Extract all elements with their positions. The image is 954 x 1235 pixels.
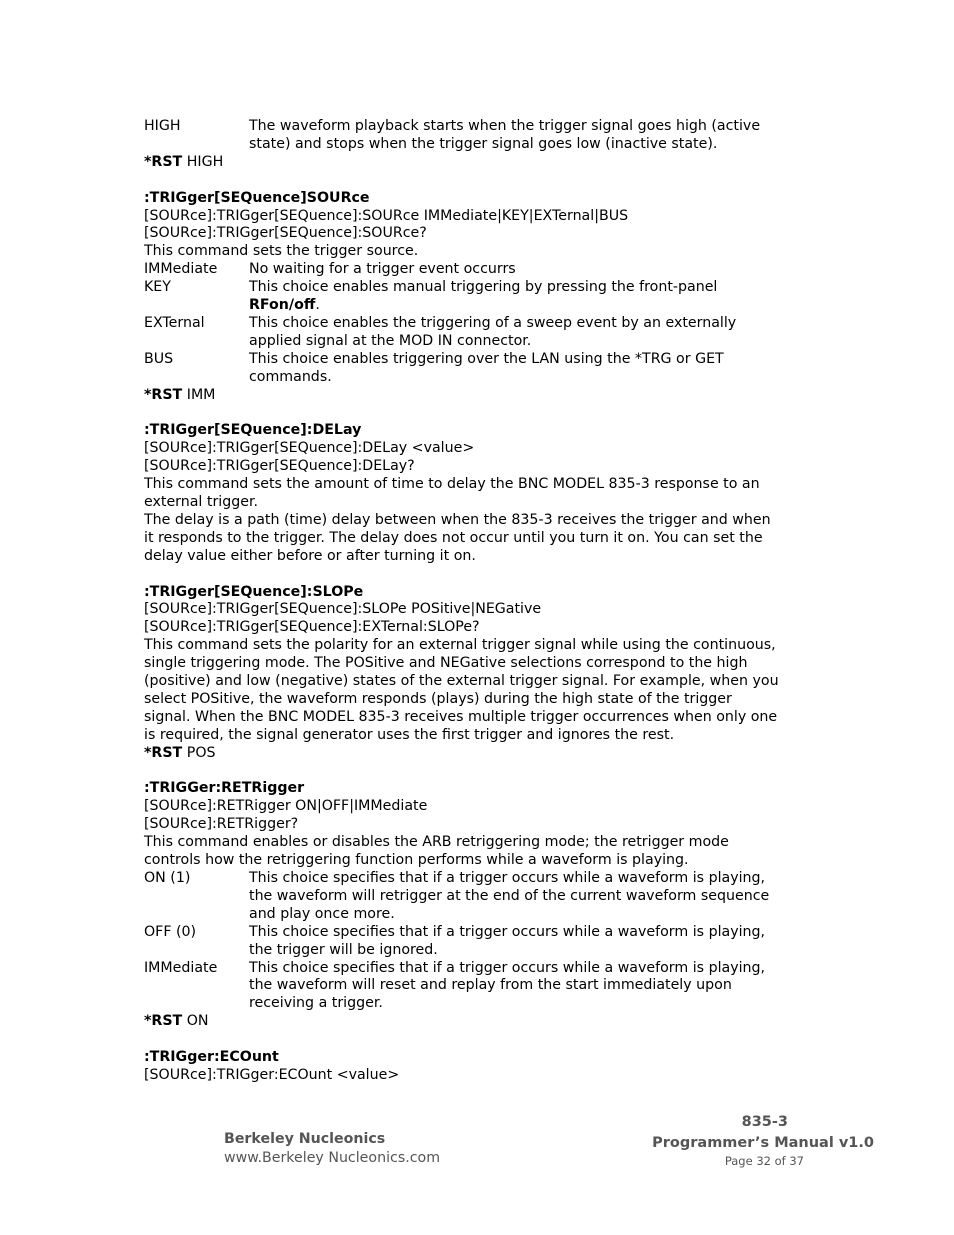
footer-manual-title: Programmer’s Manual v1.0 (652, 1135, 874, 1151)
reset-value (144, 387, 814, 405)
footer-website: www.Berkeley Nucleonics.com (224, 1150, 441, 1166)
parameter-definition (144, 261, 814, 279)
blank-line (144, 1031, 814, 1049)
body-text-line: This command enables or disables the ARB retriggering mode; the retrigger mode (144, 834, 729, 851)
parameter-description (249, 870, 814, 924)
reset-value (144, 1013, 814, 1031)
body-text-line: [SOURce]:TRIGger[SEQuence]:SOURce IMMediate|KEY|EXTernal|BUS (144, 207, 629, 224)
parameter-definition (144, 870, 814, 924)
footer-left (224, 1130, 440, 1168)
body-text-line: [SOURce]:TRIGger[SEQuence]:SOURce? (144, 225, 427, 242)
reset-label: *RST (144, 386, 183, 403)
parameter-term: IMMediate (144, 261, 218, 278)
footer-page-number: Page 32 of 37 (724, 1154, 804, 1168)
parameter-term: EXTernal (144, 314, 205, 331)
body-text-line: [SOURce]:TRIGger[SEQuence]:DELay? (144, 458, 415, 475)
body-text-line: delay value either before or after turning it on. (144, 547, 476, 564)
reset-value (144, 745, 814, 763)
body-text-line: single triggering mode. The POSitive and NEGative selections correspond to the high (144, 655, 748, 672)
description-line: the trigger will be ignored. (249, 941, 438, 958)
command-heading: :TRIGger[SEQuence]:SLOPe (144, 583, 364, 600)
blank-line (144, 566, 814, 584)
command-heading: :TRIGger:ECOunt (144, 1049, 279, 1066)
body-text-line: [SOURce]:TRIGger[SEQuence]:EXTernal:SLOPe? (144, 619, 480, 636)
reset-label: *RST (144, 744, 183, 761)
description-line: No waiting for a trigger event occurrs (249, 261, 516, 278)
body-text-line: [SOURce]:TRIGger[SEQuence]:SLOPe POSitive|NEGative (144, 601, 542, 618)
body-text-line: This command sets the amount of time to delay the BNC MODEL 835-3 response to an (144, 476, 760, 493)
parameter-description (249, 960, 814, 1014)
description-line: This choice specifies that if a trigger occurs while a waveform is playing, (249, 870, 766, 886)
front-panel-key-label: RFon/off (249, 297, 316, 314)
reset-default: HIGH (182, 153, 224, 170)
reset-default: ON (182, 1013, 209, 1030)
parameter-description (249, 315, 814, 351)
parameter-definition (144, 315, 814, 351)
description-line: applied signal at the MOD IN connector. (249, 332, 532, 349)
footer-model: 835-3 (741, 1114, 788, 1130)
description-line: the waveform will retrigger at the end of the current waveform sequence (249, 887, 770, 904)
description-line: This choice specifies that if a trigger occurs while a waveform is playing, (249, 923, 766, 940)
description-line: state) and stops when the trigger signal goes low (inactive state). (249, 135, 718, 152)
reset-value (144, 154, 814, 172)
description-line: the waveform will reset and replay from the start immediately upon (249, 977, 732, 994)
body-text-line: external trigger. (144, 494, 259, 510)
parameter-description (249, 261, 814, 279)
reset-default: IMM (182, 386, 216, 403)
command-heading: :TRIGger[SEQuence]:DELay (144, 422, 362, 439)
description-line: commands. (249, 368, 332, 385)
parameter-description (249, 118, 814, 154)
command-heading: :TRIGger[SEQuence]SOURce (144, 189, 370, 206)
description-line: receiving a trigger. (249, 995, 383, 1012)
parameter-description (249, 279, 814, 315)
parameter-definition (144, 960, 814, 1014)
reset-default: POS (182, 744, 216, 761)
parameter-term: IMMediate (144, 959, 218, 976)
body-text-line: (positive) and low (negative) states of the external trigger signal. For example, when you (144, 673, 779, 690)
description-line: This choice specifies that if a trigger occurs while a waveform is playing, (249, 959, 766, 976)
description-line: This choice enables manual triggering by pressing the front-panel (249, 279, 718, 296)
blank-line (144, 172, 814, 190)
punctuation: . (315, 297, 320, 314)
parameter-term: BUS (144, 350, 174, 367)
parameter-definition (144, 118, 814, 154)
body-text-line: [SOURce]:RETRigger ON|OFF|IMMediate (144, 798, 428, 815)
body-text-line: select POSitive, the waveform responds (plays) during the high state of the trigger (144, 690, 732, 707)
reset-label: *RST (144, 1013, 183, 1030)
parameter-description (249, 924, 814, 960)
body-text-line: This command sets the polarity for an external trigger signal while using the continuous, (144, 637, 776, 654)
parameter-definition (144, 924, 814, 960)
command-heading: :TRIGGer:RETRigger (144, 780, 305, 797)
parameter-definition (144, 351, 814, 387)
description-line: and play once more. (249, 905, 395, 922)
blank-line (144, 404, 814, 422)
reset-label: *RST (144, 153, 183, 170)
body-text-line: signal. When the BNC MODEL 835-3 receives multiple trigger occurrences when only one (144, 708, 778, 725)
parameter-description (249, 351, 814, 387)
description-line: This choice enables the triggering of a sweep event by an externally (249, 314, 737, 331)
body-text-line: [SOURce]:TRIGger[SEQuence]:DELay <value> (144, 440, 475, 457)
parameter-term: KEY (144, 279, 171, 296)
blank-line (144, 763, 814, 781)
body-text-line: is required, the signal generator uses the first trigger and ignores the rest. (144, 726, 675, 743)
footer-company: Berkeley Nucleonics (224, 1131, 386, 1147)
parameter-term: OFF (0) (144, 923, 197, 940)
parameter-definition (144, 279, 814, 315)
parameter-term: ON (1) (144, 870, 191, 886)
description-line: The waveform playback starts when the trigger signal goes high (active (249, 118, 761, 134)
description-line: This choice enables triggering over the LAN using the *TRG or GET (249, 350, 724, 367)
page-body (144, 118, 814, 1085)
body-text-line: This command sets the trigger source. (144, 243, 419, 260)
body-text-line: The delay is a path (time) delay between when the 835-3 receives the trigger and when (144, 511, 771, 528)
body-text-line: it responds to the trigger. The delay does not occur until you turn it on. You can set the (144, 529, 763, 546)
body-text-line: [SOURce]:TRIGger:ECOunt <value> (144, 1066, 400, 1083)
description-line (249, 297, 814, 315)
body-text-line: controls how the retriggering function performs while a waveform is playing. (144, 852, 689, 869)
body-text-line: [SOURce]:RETRigger? (144, 816, 299, 833)
parameter-term: HIGH (144, 118, 181, 134)
footer-right (652, 1112, 874, 1168)
